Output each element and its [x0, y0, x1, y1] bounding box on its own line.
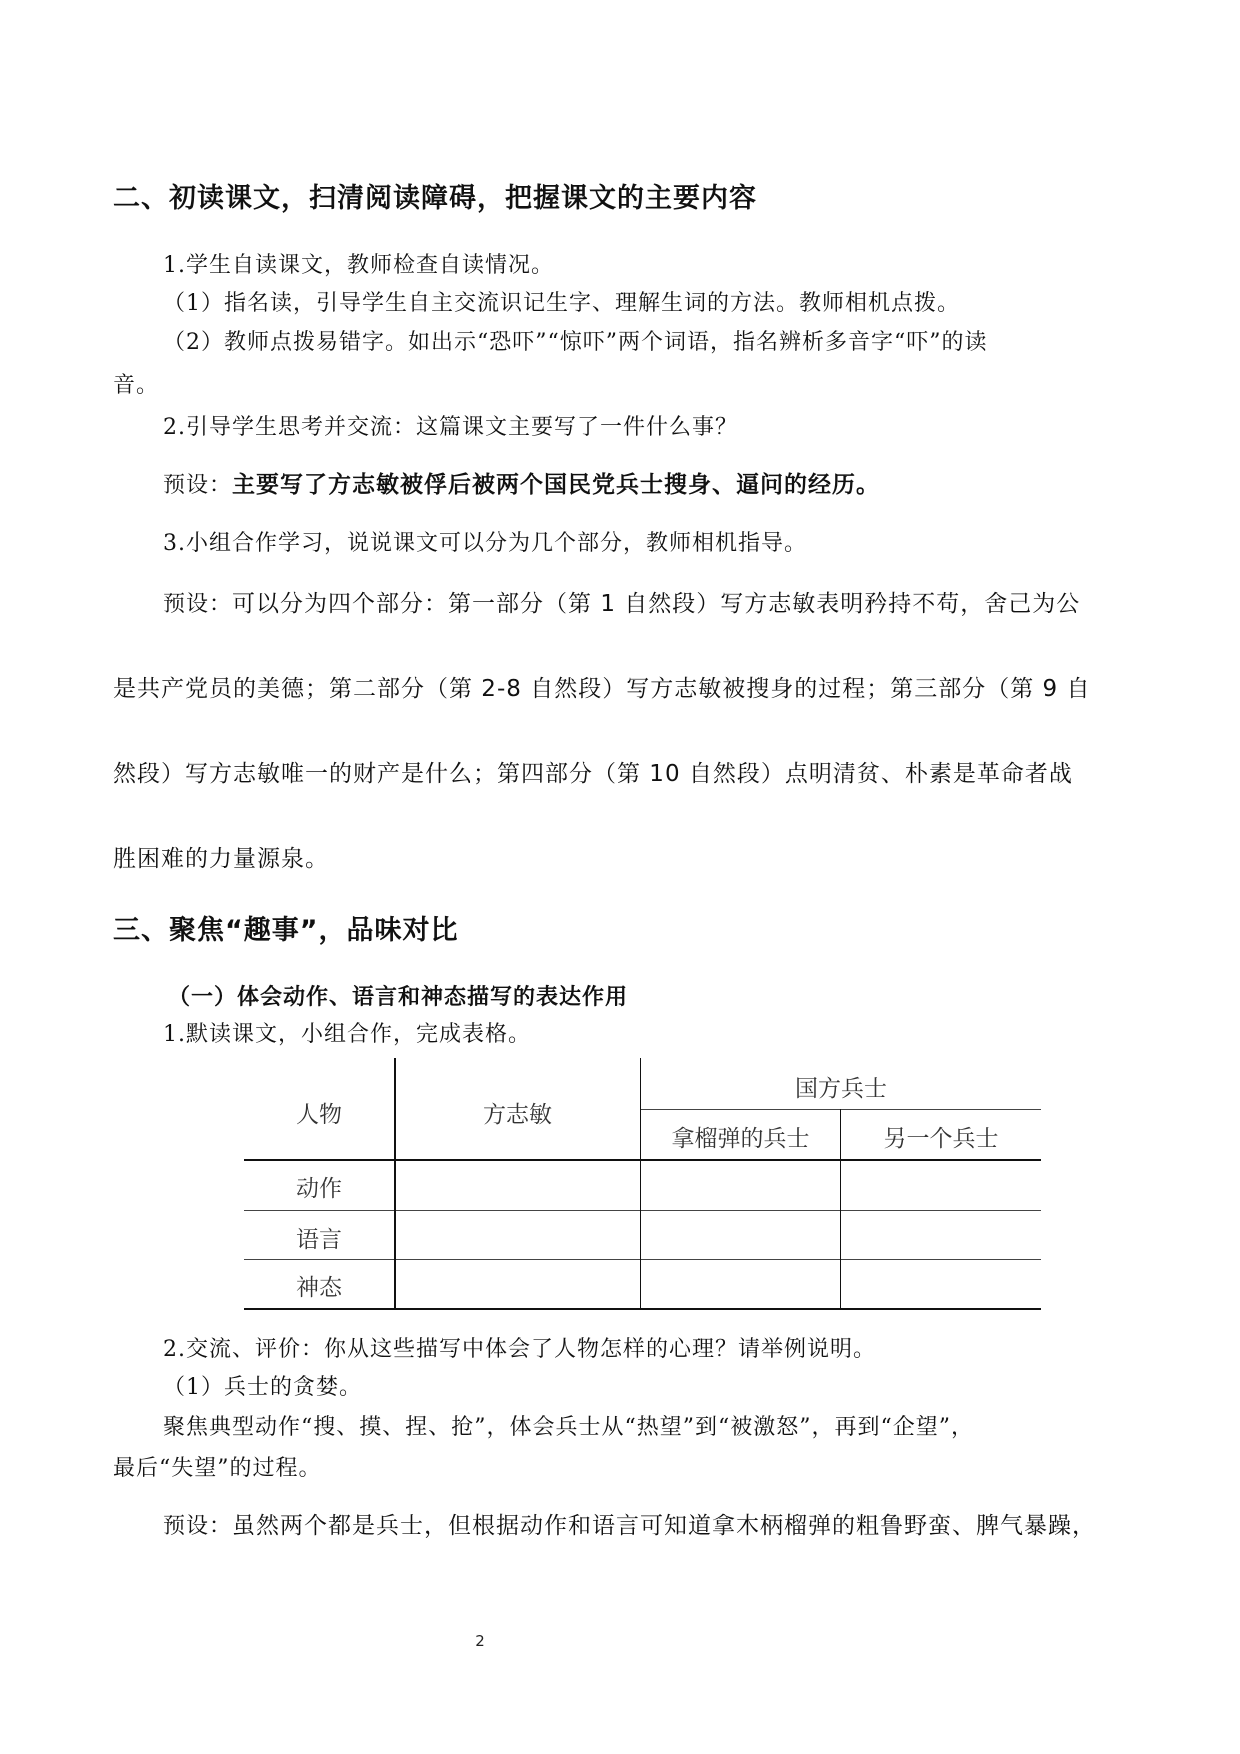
- header-soldiers: 国方兵士: [795, 1076, 887, 1102]
- row-label-expression: 神态: [296, 1275, 342, 1301]
- paragraph: 最后“失望”的过程。: [113, 1456, 322, 1481]
- answer-text: 是共产党员的美德；第二部分（第 2-8 自然段）写方志敏被搜身的过程；第三部分（第 9 自: [113, 676, 1091, 702]
- answer-label: 预设：: [163, 1514, 233, 1539]
- answer-paragraph: [163, 585, 1080, 618]
- character-table: [244, 1058, 1041, 1310]
- section-heading-2: 二、初读课文，扫清阅读障碍，把握课文的主要内容: [113, 183, 757, 214]
- paragraph: 2.引导学生思考并交流：这篇课文主要写了一件什么事？: [163, 415, 738, 440]
- paragraph: 音。: [113, 373, 160, 398]
- answer-text: 主要写了方志敏被俘后被两个国民党兵士搜身、逼问的经历。: [232, 472, 881, 498]
- answer-paragraph: [163, 1507, 1096, 1540]
- paragraph: 2.交流、评价：你从这些描写中体会了人物怎样的心理？请举例说明。: [163, 1337, 876, 1362]
- answer-text: 胜困难的力量源泉。: [113, 846, 329, 872]
- paragraph: 聚焦典型动作“搜、摸、捏、抢”，体会兵士从“热望”到“被激怒”，再到“企望”，: [163, 1415, 974, 1440]
- answer-paragraph: [163, 466, 880, 499]
- answer-text: 可以分为四个部分：第一部分（第 1 自然段）写方志敏表明矜持不苟，舍己为公: [232, 591, 1081, 617]
- paragraph: （1）兵士的贪婪。: [163, 1375, 362, 1400]
- header-person: 人物: [296, 1102, 342, 1128]
- answer-text: 然段）写方志敏唯一的财产是什么；第四部分（第 10 自然段）点明清贫、朴素是革命者战: [113, 761, 1073, 787]
- row-label-language: 语言: [296, 1227, 342, 1253]
- paragraph: 1.学生自读课文，教师检查自读情况。: [163, 253, 554, 278]
- header-soldier-grenade: 拿榴弹的兵士: [671, 1126, 810, 1152]
- paragraph: 1.默读课文，小组合作，完成表格。: [163, 1022, 531, 1047]
- section-heading-3: 三、聚焦“趣事”，品味对比: [113, 915, 459, 946]
- subheading: （一）体会动作、语言和神态描写的表达作用: [168, 985, 629, 1010]
- page-number: 2: [475, 1632, 485, 1650]
- answer-text: 虽然两个都是兵士，但根据动作和语言可知道拿木柄榴弹的粗鲁野蛮、脾气暴躁，: [232, 1513, 1097, 1539]
- answer-label: 预设：: [163, 473, 233, 498]
- answer-label: 预设：: [163, 592, 233, 617]
- paragraph: 3.小组合作学习，说说课文可以分为几个部分，教师相机指导。: [163, 531, 807, 556]
- paragraph: （2）教师点拨易错字。如出示“恐吓”“惊吓”两个词语，指名辨析多音字“吓”的读: [163, 330, 988, 355]
- header-fang-zhimin: 方志敏: [483, 1102, 552, 1128]
- header-soldier-other: 另一个兵士: [883, 1126, 999, 1152]
- row-label-action: 动作: [296, 1176, 342, 1202]
- paragraph: （1）指名读，引导学生自主交流识记生字、理解生词的方法。教师相机点拨。: [163, 291, 960, 316]
